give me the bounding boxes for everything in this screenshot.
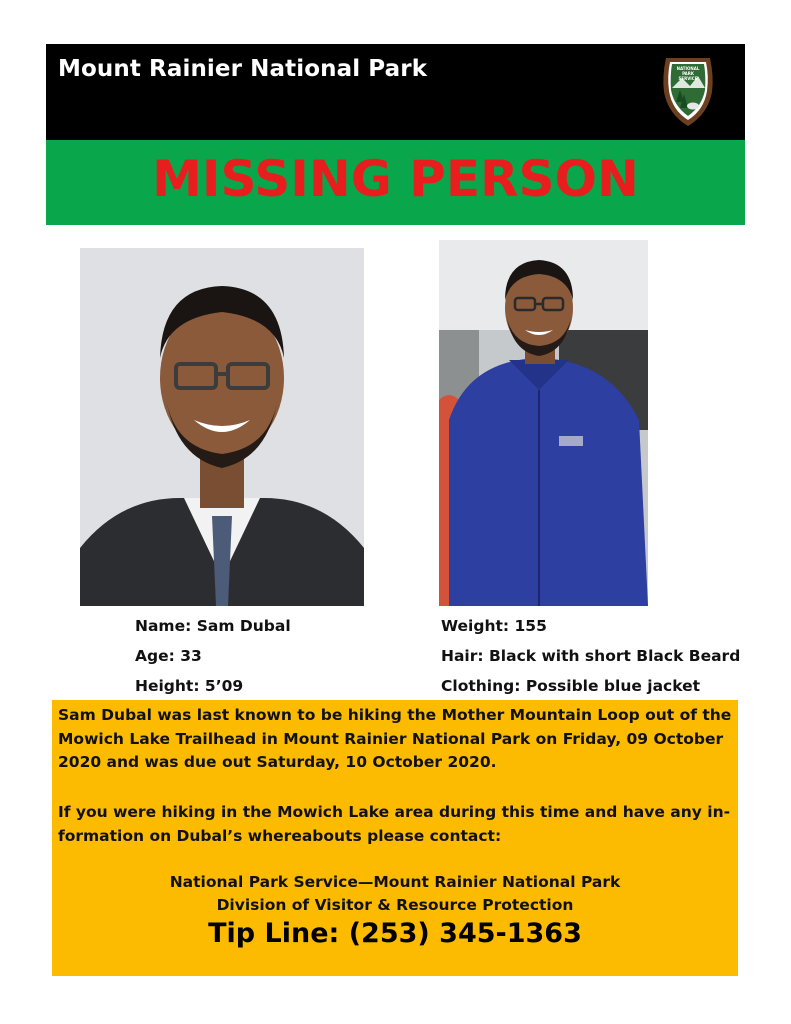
logo-text-national: NATIONAL xyxy=(676,66,700,71)
notice-p1-line-1: Sam Dubal was last known to be hiking the Mother Mountain Loop out of the xyxy=(58,706,732,724)
nps-arrowhead-logo xyxy=(660,56,716,128)
portrait-photo-suit xyxy=(80,248,364,606)
outdoor-photo-blue-jacket xyxy=(439,240,648,606)
contact-division: Division of Visitor & Resource Protection xyxy=(216,896,574,914)
notice-paragraph-1 xyxy=(58,704,732,775)
missing-person-banner xyxy=(46,140,745,225)
missing-person-title: MISSING PERSON xyxy=(152,150,639,208)
detail-weight: Weight: 155 xyxy=(441,617,547,635)
notice-box xyxy=(52,700,738,976)
notice-p1-line-3: 2020 and was due out Saturday, 10 October 2020. xyxy=(58,753,497,771)
notice-p1-line-2: Mowich Lake Trailhead in Mount Rainier National Park on Friday, 09 October xyxy=(58,729,724,748)
park-title: Mount Rainier National Park xyxy=(58,56,428,82)
detail-age: Age: 33 xyxy=(135,647,202,665)
header-bar xyxy=(46,44,745,140)
logo-text-service: SERVICE xyxy=(678,76,698,81)
detail-name: Name: Sam Dubal xyxy=(135,617,291,635)
detail-height: Height: 5’09 xyxy=(135,677,244,695)
notice-paragraph-2 xyxy=(58,801,732,848)
contact-organization: National Park Service—Mount Rainier National Park xyxy=(169,873,621,891)
detail-clothing: Clothing: Possible blue jacket xyxy=(441,677,701,695)
detail-hair: Hair: Black with short Black Beard xyxy=(441,647,741,665)
notice-p2-line-1: If you were hiking in the Mowich Lake area during this time and have any in- xyxy=(58,803,731,821)
notice-p2-line-2: formation on Dubal’s whereabouts please contact: xyxy=(58,826,502,845)
tip-line: Tip Line: (253) 345-1363 xyxy=(208,918,582,949)
logo-text-park: PARK xyxy=(682,71,694,76)
